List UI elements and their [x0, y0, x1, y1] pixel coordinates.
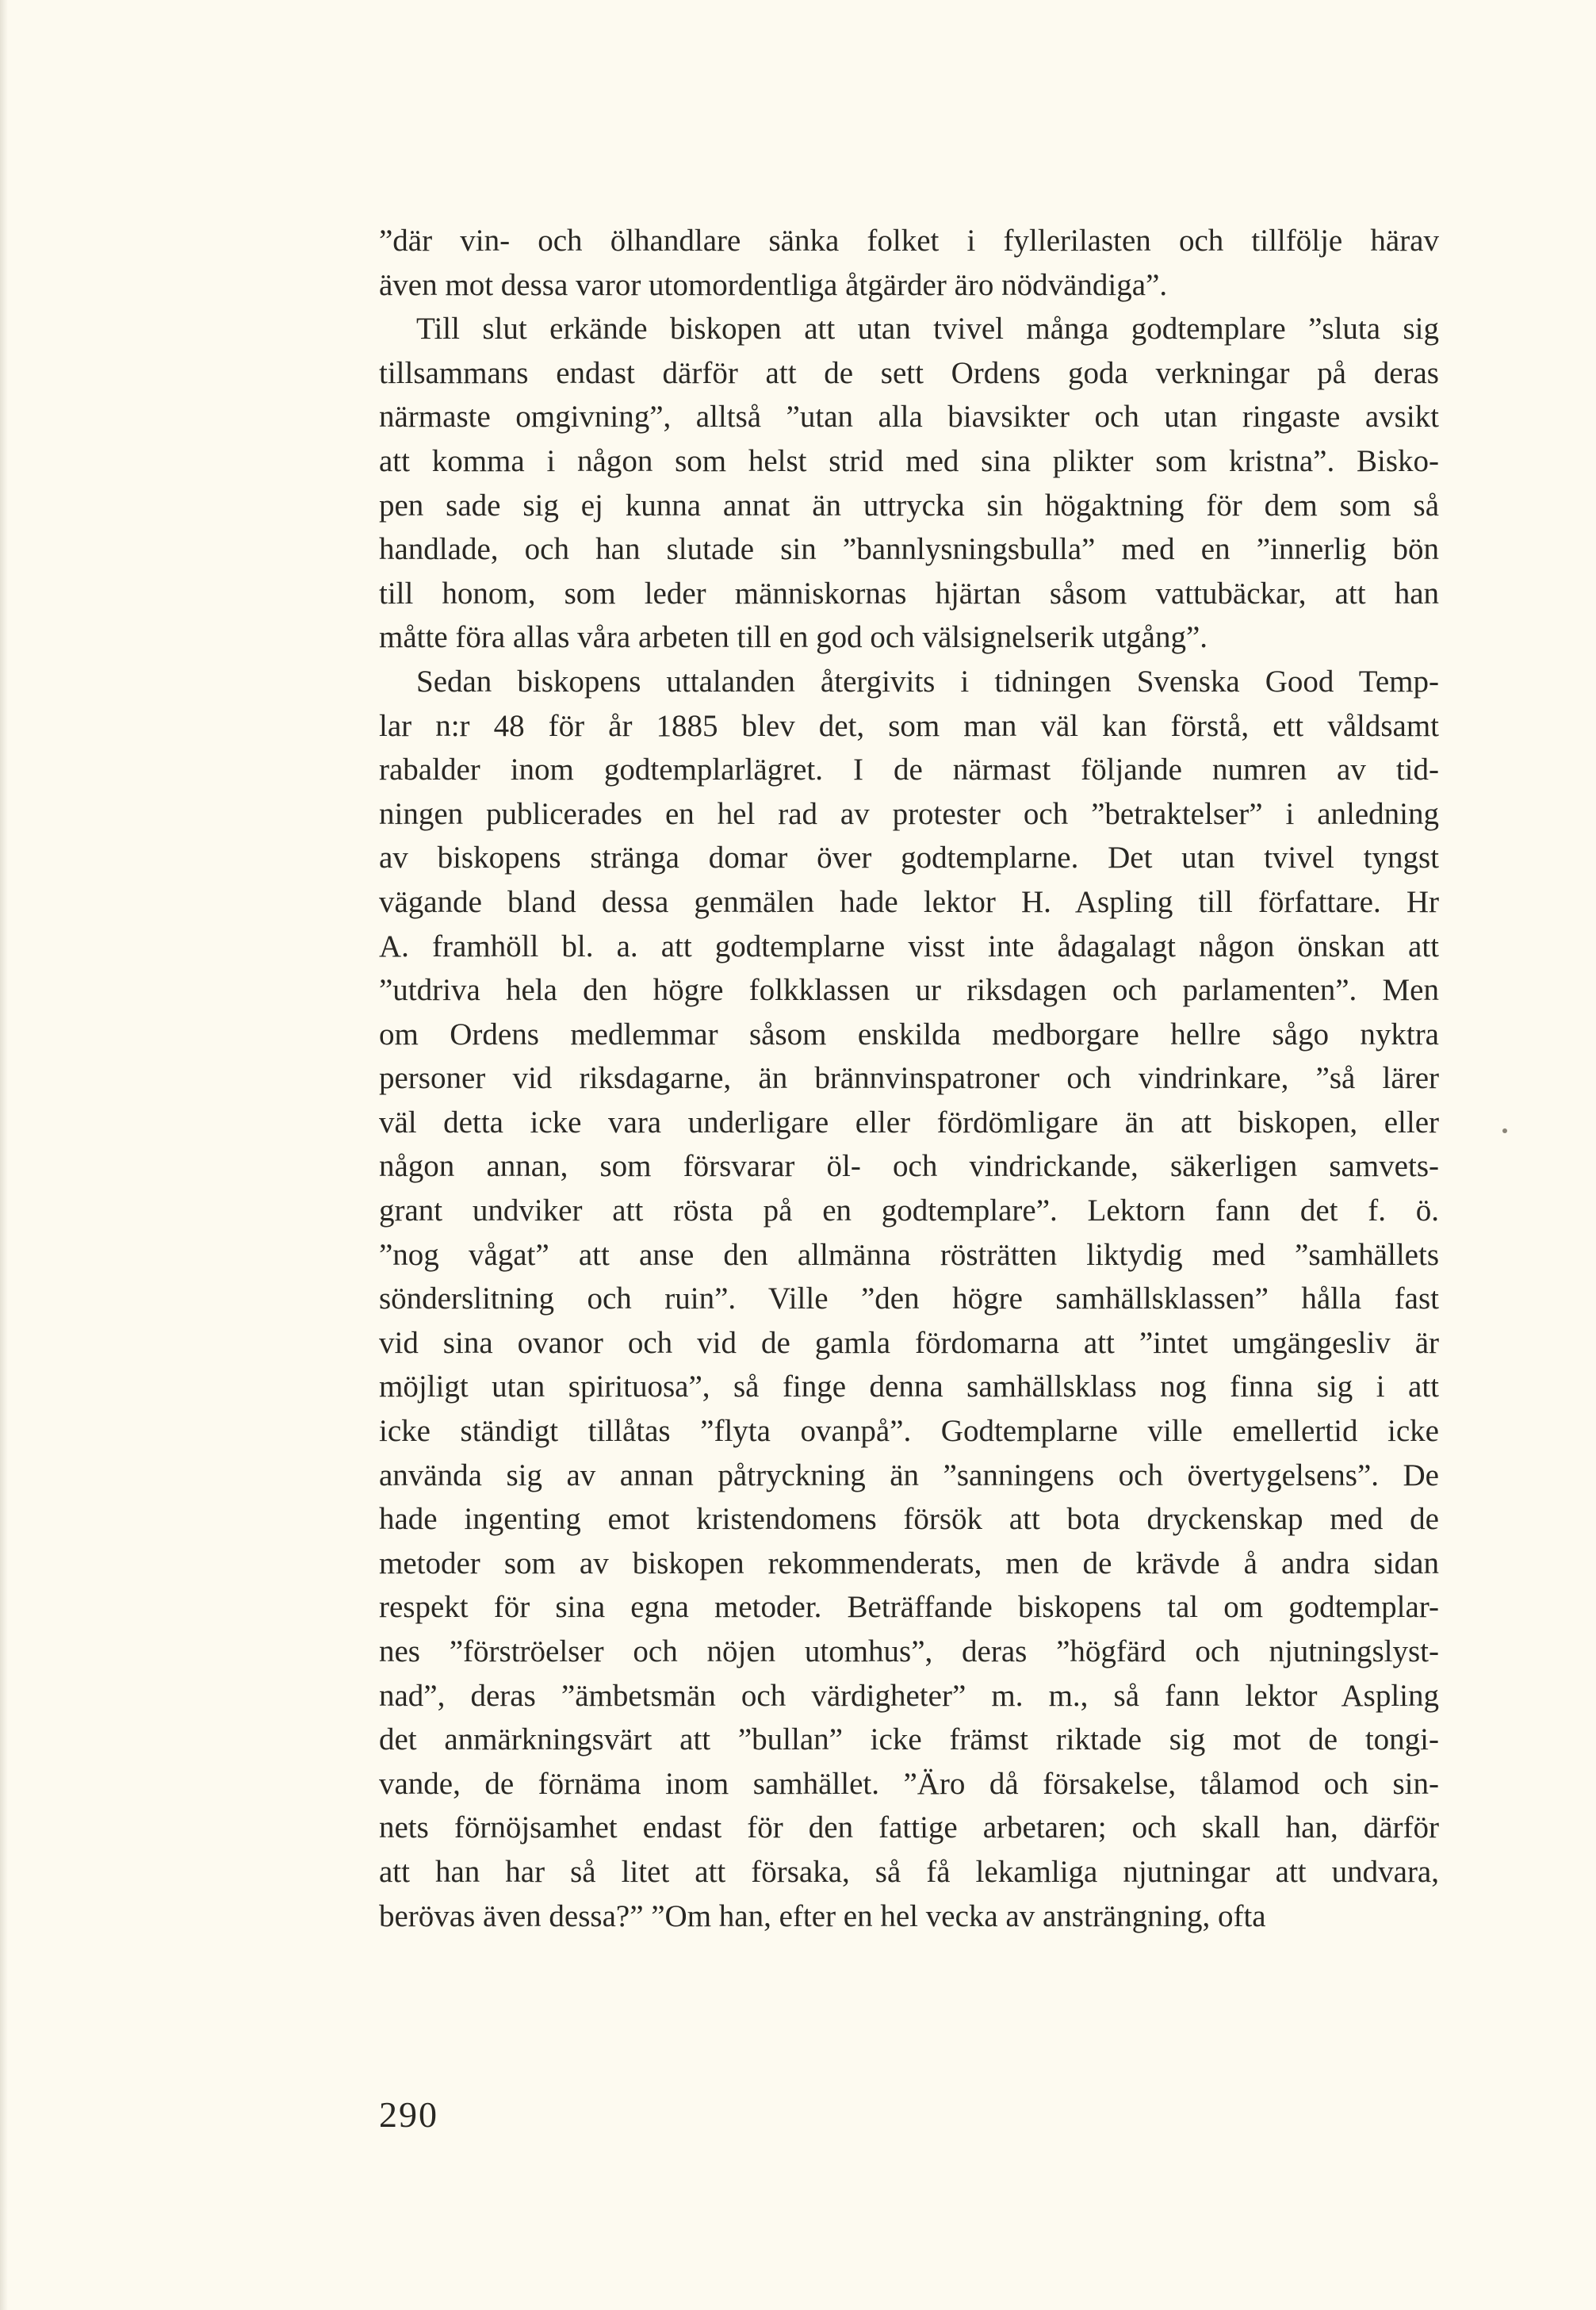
text-line: vägande bland dessa genmälen hade lektor H. Aspling till författare. Hr — [379, 884, 1439, 919]
text-line: även mot dessa varor utomordentliga åtgärder äro nödvändiga”. — [379, 267, 1168, 302]
text-line: hade ingenting emot kristendomens försök att bota dryckenskap med de — [379, 1502, 1439, 1537]
text-line: berövas även dessa?” ”Om han, efter en hel vecka av ansträngning, ofta — [379, 1898, 1266, 1933]
text-line: lar n:r 48 för år 1885 blev det, som man väl kan förstå, ett våldsamt — [379, 708, 1439, 743]
text-line: A. framhöll bl. a. att godtemplarne visst inte ådagalagt någon önskan att — [379, 929, 1439, 963]
text-line: rabalder inom godtemplarlägret. I de närmast följande numren av tid- — [379, 753, 1439, 787]
text-line: respekt för sina egna metoder. Beträffande biskopens tal om godtemplar- — [379, 1590, 1439, 1625]
text-line: till honom, som leder människornas hjärtan såsom vattubäckar, att han — [379, 576, 1439, 611]
text-line: handlade, och han slutade sin ”bannlysningsbulla” med en ”innerlig bön — [379, 532, 1439, 567]
text-line: pen sade sig ej kunna annat än uttrycka sin högaktning för dem som så — [379, 488, 1439, 523]
text-line: tillsammans endast därför att de sett Ordens goda verkningar på deras — [379, 355, 1439, 390]
text-line: ”nog vågat” att anse den allmänna rösträtten liktydig med ”samhällets — [379, 1237, 1439, 1272]
text-line: om Ordens medlemmar såsom enskilda medborgare hellre sågo nyktra — [379, 1017, 1439, 1052]
text-line: möjligt utan spirituosa”, så finge denna samhällsklass nog finna sig i att — [379, 1370, 1439, 1404]
text-line: att komma i någon som helst strid med sina plikter som kristna”. Bisko- — [379, 443, 1439, 478]
text-line: Till slut erkände biskopen att utan tvivel många godtemplare ”sluta sig — [416, 312, 1439, 347]
text-line: nets förnöjsamhet endast för den fattige arbetaren; och skall han, därför — [379, 1810, 1439, 1845]
text-line: grant undviker att rösta på en godtemplare”. Lektorn fann det f. ö. — [379, 1193, 1439, 1228]
text-line: nes ”förströelser och nöjen utomhus”, deras ”högfärd och njutningslyst- — [379, 1634, 1439, 1668]
text-line: måtte föra allas våra arbeten till en god och välsignelserik utgång”. — [379, 620, 1208, 655]
text-line: ningen publicerades en hel rad av protester och ”betraktelser” i anledning — [379, 796, 1439, 831]
text-line: av biskopens stränga domar över godtemplarne. Det utan tvivel tyngst — [379, 841, 1439, 875]
page-number: 290 — [379, 2094, 438, 2135]
text-line: sönderslitning och ruin”. Ville ”den högre samhällsklassen” hålla fast — [379, 1281, 1439, 1316]
text-line: det anmärkningsvärt att ”bullan” icke främst riktade sig mot de tongi- — [379, 1722, 1439, 1757]
text-line: icke ständigt tillåtas ”flyta ovanpå”. Godtemplarne ville emellertid icke — [379, 1414, 1439, 1449]
body-text — [379, 219, 1439, 1938]
text-line: personer vid riksdagarne, än brännvinspatroner och vindrinkare, ”så lärer — [379, 1061, 1439, 1096]
text-line: väl detta icke vara underligare eller fördömligare än att biskopen, eller — [379, 1105, 1439, 1140]
page-edge — [0, 0, 8, 2310]
text-line: ”utdriva hela den högre folkklassen ur riksdagen och parlamenten”. Men — [379, 973, 1439, 1008]
text-line: ”där vin- och ölhandlare sänka folket i fyllerilasten och tillfölje härav — [379, 224, 1439, 258]
text-line: nad”, deras ”ämbetsmän och värdigheter” m. m., så fann lektor Aspling — [379, 1678, 1439, 1713]
paper-speck — [1502, 1128, 1507, 1133]
text-line: närmaste omgivning”, alltså ”utan alla biavsikter och utan ringaste avsikt — [379, 400, 1439, 435]
text-line: vande, de förnäma inom samhället. ”Äro då försakelse, tålamod och sin- — [379, 1766, 1439, 1801]
text-line: att han har så litet att försaka, så få lekamliga njutningar att undvara, — [379, 1854, 1439, 1889]
text-line: någon annan, som försvarar öl- och vindrickande, säkerligen samvets- — [379, 1149, 1439, 1184]
text-line: vid sina ovanor och vid de gamla fördomarna att ”intet umgängesliv är — [379, 1325, 1439, 1360]
text-line: Sedan biskopens uttalanden återgivits i tidningen Svenska Good Temp- — [416, 664, 1439, 699]
text-line: metoder som av biskopen rekommenderats, men de krävde å andra sidan — [379, 1546, 1439, 1580]
text-line: använda sig av annan påtryckning än ”sanningens och övertygelsens”. De — [379, 1458, 1439, 1492]
